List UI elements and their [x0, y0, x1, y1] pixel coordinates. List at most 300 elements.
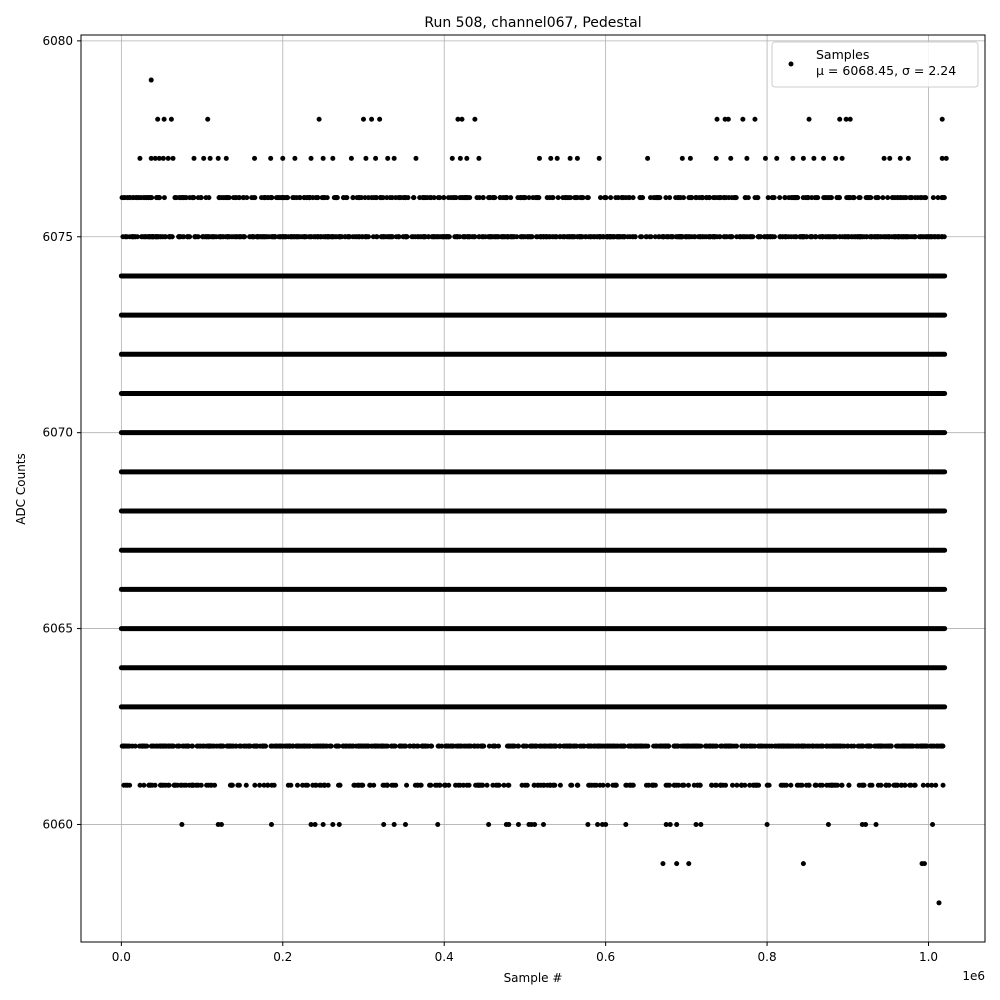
- sample-point: [269, 822, 274, 827]
- sample-point: [476, 156, 481, 161]
- sample-point: [815, 195, 820, 200]
- x-tick-label: 0.0: [111, 950, 131, 964]
- sample-point: [550, 195, 555, 200]
- sample-point: [906, 156, 911, 161]
- sample-point: [181, 744, 186, 749]
- sample-point: [651, 783, 656, 788]
- sample-point: [692, 783, 697, 788]
- sample-point: [895, 195, 900, 200]
- sample-point: [588, 234, 593, 239]
- sample-point: [147, 234, 152, 239]
- sample-point: [724, 744, 729, 749]
- sample-point: [357, 744, 362, 749]
- sample-point: [172, 783, 177, 788]
- sample-point: [420, 744, 425, 749]
- sample-point: [869, 783, 874, 788]
- sample-point: [717, 234, 722, 239]
- sample-point: [598, 744, 603, 749]
- sample-point: [709, 783, 714, 788]
- sample-point: [605, 234, 610, 239]
- sample-point: [851, 195, 856, 200]
- sample-point: [743, 195, 748, 200]
- sample-point: [505, 234, 510, 239]
- legend-marker: [789, 62, 794, 67]
- sample-point: [744, 156, 749, 161]
- sample-point: [801, 156, 806, 161]
- sample-point: [137, 744, 142, 749]
- sample-point: [341, 744, 346, 749]
- sample-point: [295, 744, 300, 749]
- sample-point: [417, 195, 422, 200]
- sample-point: [357, 195, 362, 200]
- sample-point: [907, 783, 912, 788]
- sample-point: [177, 234, 182, 239]
- sample-point: [619, 195, 624, 200]
- sample-point: [712, 234, 717, 239]
- sample-point: [697, 744, 702, 749]
- sample-point: [260, 744, 265, 749]
- sample-point: [605, 744, 610, 749]
- sample-point: [162, 195, 167, 200]
- sample-point: [123, 234, 128, 239]
- sample-point: [131, 195, 136, 200]
- sample-point: [686, 783, 691, 788]
- sample-point: [486, 822, 491, 827]
- sample-point: [674, 822, 679, 827]
- sample-point: [426, 234, 431, 239]
- sample-point: [325, 234, 330, 239]
- sample-point: [734, 783, 739, 788]
- sample-point: [391, 783, 396, 788]
- sample-point: [874, 822, 879, 827]
- sample-point: [166, 783, 171, 788]
- sample-point: [661, 234, 666, 239]
- sample-point: [290, 744, 295, 749]
- sample-point: [604, 195, 609, 200]
- sample-point: [788, 783, 793, 788]
- sample-point: [769, 744, 774, 749]
- sample-point: [192, 156, 197, 161]
- sample-point: [726, 117, 731, 122]
- sample-point: [337, 783, 342, 788]
- legend-entry-label: Samples: [816, 47, 870, 62]
- sample-point: [674, 861, 679, 866]
- sample-point: [818, 234, 823, 239]
- sample-point: [154, 195, 159, 200]
- sample-point: [765, 822, 770, 827]
- sample-point: [280, 156, 285, 161]
- sample-point: [206, 195, 211, 200]
- sample-point: [341, 195, 346, 200]
- sample-point: [133, 234, 138, 239]
- sample-point: [837, 195, 842, 200]
- sample-point: [824, 783, 829, 788]
- sample-point: [339, 234, 344, 239]
- sample-point: [640, 195, 645, 200]
- sample-point: [860, 234, 865, 239]
- sample-point: [274, 195, 279, 200]
- sample-point: [555, 156, 560, 161]
- sample-point: [796, 744, 801, 749]
- sample-point: [462, 744, 467, 749]
- sample-point: [777, 195, 782, 200]
- sample-point: [936, 900, 941, 905]
- sample-point: [432, 234, 437, 239]
- sample-point: [833, 156, 838, 161]
- sample-point: [322, 195, 327, 200]
- sample-point: [826, 195, 831, 200]
- sample-point: [527, 195, 532, 200]
- sample-point: [649, 234, 654, 239]
- sample-point: [588, 744, 593, 749]
- sample-point: [350, 234, 355, 239]
- sample-point: [715, 117, 720, 122]
- sample-point: [428, 744, 433, 749]
- sample-point: [645, 156, 650, 161]
- sample-point: [568, 195, 573, 200]
- sample-point: [680, 156, 685, 161]
- y-tick-label: 6070: [42, 425, 73, 440]
- sample-point: [676, 744, 681, 749]
- sample-point: [740, 117, 745, 122]
- sample-point: [149, 744, 154, 749]
- sample-point: [719, 783, 724, 788]
- legend: [772, 42, 978, 87]
- sample-point: [414, 744, 419, 749]
- sample-point: [409, 234, 414, 239]
- sample-point: [268, 156, 273, 161]
- sample-point: [744, 234, 749, 239]
- sample-point: [811, 744, 816, 749]
- sample-point: [837, 117, 842, 122]
- sample-point: [723, 195, 728, 200]
- sample-point: [878, 783, 883, 788]
- sample-point: [541, 234, 546, 239]
- sample-point: [783, 195, 788, 200]
- sample-point: [730, 783, 735, 788]
- sample-point: [595, 822, 600, 827]
- sample-point: [940, 195, 945, 200]
- sample-point: [121, 783, 126, 788]
- sample-point: [189, 744, 194, 749]
- sample-point: [556, 195, 561, 200]
- sample-point: [586, 195, 591, 200]
- sample-point: [667, 783, 672, 788]
- sample-point: [575, 783, 580, 788]
- sample-point: [663, 744, 668, 749]
- sample-point: [929, 744, 934, 749]
- sample-point: [538, 783, 543, 788]
- sample-point: [480, 234, 485, 239]
- sample-point: [620, 234, 625, 239]
- sample-point: [906, 744, 911, 749]
- sample-point: [798, 234, 803, 239]
- sample-point: [321, 822, 326, 827]
- sample-point: [533, 195, 538, 200]
- sample-point: [326, 783, 331, 788]
- sample-point: [392, 156, 397, 161]
- sample-point: [672, 783, 677, 788]
- sample-point: [811, 156, 816, 161]
- sample-point: [265, 783, 270, 788]
- sample-point: [142, 744, 147, 749]
- sample-point: [361, 117, 366, 122]
- sample-point: [626, 744, 631, 749]
- sample-point: [385, 783, 390, 788]
- sample-point: [598, 195, 603, 200]
- sample-point: [891, 783, 896, 788]
- sample-point: [144, 195, 149, 200]
- sample-point: [335, 744, 340, 749]
- sample-point: [931, 195, 936, 200]
- sample-point: [532, 783, 537, 788]
- sample-point: [229, 234, 234, 239]
- sample-point: [196, 195, 201, 200]
- sample-point: [755, 195, 760, 200]
- sample-point: [485, 783, 490, 788]
- sample-point: [886, 744, 891, 749]
- sample-point: [330, 234, 335, 239]
- sample-point: [699, 195, 704, 200]
- sample-point: [472, 117, 477, 122]
- sample-point: [427, 783, 432, 788]
- sample-point: [694, 822, 699, 827]
- sample-point: [286, 783, 291, 788]
- sample-point: [530, 744, 535, 749]
- sample-point: [330, 156, 335, 161]
- sample-point: [718, 195, 723, 200]
- x-axis-offset-label: 1e6: [962, 969, 985, 983]
- sample-point: [732, 195, 737, 200]
- sample-point: [487, 195, 492, 200]
- sample-point: [498, 195, 503, 200]
- sample-point: [363, 744, 368, 749]
- sample-point: [933, 783, 938, 788]
- sample-point: [237, 783, 242, 788]
- sample-point: [614, 744, 619, 749]
- sample-point: [419, 234, 424, 239]
- sample-point: [241, 744, 246, 749]
- sample-point: [441, 195, 446, 200]
- sample-point: [605, 783, 610, 788]
- sample-point: [382, 744, 387, 749]
- sample-point: [846, 783, 851, 788]
- sample-point: [562, 234, 567, 239]
- sample-point: [377, 117, 382, 122]
- sample-point: [757, 234, 762, 239]
- sample-point: [839, 783, 844, 788]
- sample-point: [806, 195, 811, 200]
- sample-point: [793, 234, 798, 239]
- sample-point: [136, 195, 141, 200]
- sample-point: [290, 195, 295, 200]
- sample-point: [568, 156, 573, 161]
- sample-point: [913, 234, 918, 239]
- sample-point: [656, 234, 661, 239]
- sample-point: [283, 744, 288, 749]
- sample-point: [272, 783, 277, 788]
- sample-point: [880, 195, 885, 200]
- sample-point: [767, 783, 772, 788]
- sample-point: [161, 783, 166, 788]
- sample-point: [313, 195, 318, 200]
- sample-point: [284, 195, 289, 200]
- sample-point: [453, 783, 458, 788]
- sample-point: [369, 195, 374, 200]
- sample-point: [911, 744, 916, 749]
- sample-point: [770, 234, 775, 239]
- sample-point: [694, 195, 699, 200]
- sample-point: [771, 195, 776, 200]
- sample-point: [305, 744, 310, 749]
- sample-point: [161, 156, 166, 161]
- sample-point: [687, 234, 692, 239]
- sample-point: [603, 822, 608, 827]
- sample-point: [778, 234, 783, 239]
- sample-point: [840, 234, 845, 239]
- sample-point: [454, 195, 459, 200]
- sample-point: [535, 234, 540, 239]
- sample-point: [184, 195, 189, 200]
- sample-point: [363, 234, 368, 239]
- sample-point: [252, 783, 257, 788]
- sample-point: [204, 744, 209, 749]
- sample-point: [806, 783, 811, 788]
- sample-point: [780, 783, 785, 788]
- sample-point: [930, 822, 935, 827]
- sample-point: [537, 156, 542, 161]
- sample-point: [378, 195, 383, 200]
- sample-point: [667, 195, 672, 200]
- sample-point: [313, 783, 318, 788]
- sample-point: [250, 234, 255, 239]
- sample-point: [575, 234, 580, 239]
- sample-point: [752, 117, 757, 122]
- sample-point: [722, 234, 727, 239]
- sample-point: [313, 822, 318, 827]
- sample-point: [630, 783, 635, 788]
- sample-point: [219, 822, 224, 827]
- sample-point: [321, 744, 326, 749]
- sample-point: [738, 234, 743, 239]
- sample-point: [633, 234, 638, 239]
- sample-point: [449, 195, 454, 200]
- sample-point: [385, 156, 390, 161]
- sample-point: [510, 234, 515, 239]
- sample-point: [585, 822, 590, 827]
- sample-point: [205, 117, 210, 122]
- sample-point: [269, 195, 274, 200]
- sample-point: [190, 195, 195, 200]
- sample-point: [255, 234, 260, 239]
- sample-point: [268, 744, 273, 749]
- sample-point: [224, 156, 229, 161]
- sample-point: [393, 195, 398, 200]
- sample-point: [519, 234, 524, 239]
- sample-point: [309, 156, 314, 161]
- sample-point: [154, 744, 159, 749]
- sample-point: [275, 744, 280, 749]
- sample-point: [774, 156, 779, 161]
- sample-point: [492, 195, 497, 200]
- sample-point: [689, 195, 694, 200]
- sample-point: [404, 783, 409, 788]
- sample-point: [763, 156, 768, 161]
- sample-point: [461, 234, 466, 239]
- sample-point: [813, 783, 818, 788]
- sample-point: [137, 156, 142, 161]
- sample-point: [753, 783, 758, 788]
- y-axis-label: ADC Counts: [14, 453, 28, 525]
- sample-point: [476, 783, 481, 788]
- sample-point: [493, 744, 498, 749]
- sample-point: [653, 744, 658, 749]
- sample-point: [925, 783, 930, 788]
- sample-point: [655, 195, 660, 200]
- sample-point: [459, 117, 464, 122]
- sample-point: [403, 234, 408, 239]
- sample-point: [561, 744, 566, 749]
- sample-point: [332, 195, 337, 200]
- x-tick-label: 1.0: [918, 950, 939, 964]
- sample-point: [532, 822, 537, 827]
- sample-point: [193, 234, 198, 239]
- sample-point: [824, 744, 829, 749]
- sample-point: [686, 861, 691, 866]
- sample-point: [195, 744, 200, 749]
- sample-point: [879, 744, 884, 749]
- sample-point: [170, 234, 175, 239]
- sample-point: [455, 234, 460, 239]
- sample-point: [242, 234, 247, 239]
- x-tick-label: 0.8: [757, 950, 777, 964]
- sample-point: [179, 822, 184, 827]
- sample-point: [573, 744, 578, 749]
- sample-point: [886, 783, 891, 788]
- sample-point: [506, 783, 511, 788]
- sample-point: [441, 234, 446, 239]
- sample-point: [921, 783, 926, 788]
- sample-point: [861, 783, 866, 788]
- sample-point: [224, 744, 229, 749]
- sample-point: [163, 234, 168, 239]
- sample-point: [518, 195, 523, 200]
- sample-point: [866, 744, 871, 749]
- sample-point: [791, 744, 796, 749]
- sample-point: [574, 195, 579, 200]
- sample-point: [832, 783, 837, 788]
- sample-point: [237, 744, 242, 749]
- sample-point: [375, 234, 380, 239]
- sample-point: [241, 195, 246, 200]
- sample-point: [465, 234, 470, 239]
- sample-point: [552, 744, 557, 749]
- sample-point: [155, 117, 160, 122]
- sample-point: [300, 234, 305, 239]
- sample-point: [349, 156, 354, 161]
- sample-point: [832, 744, 837, 749]
- sample-point: [568, 783, 573, 788]
- sample-point: [406, 195, 411, 200]
- sample-point: [626, 195, 631, 200]
- sample-point: [790, 156, 795, 161]
- sample-point: [225, 195, 230, 200]
- sample-point: [319, 783, 324, 788]
- sample-point: [272, 234, 277, 239]
- sample-point: [885, 195, 890, 200]
- sample-point: [216, 156, 221, 161]
- sample-point: [762, 234, 767, 239]
